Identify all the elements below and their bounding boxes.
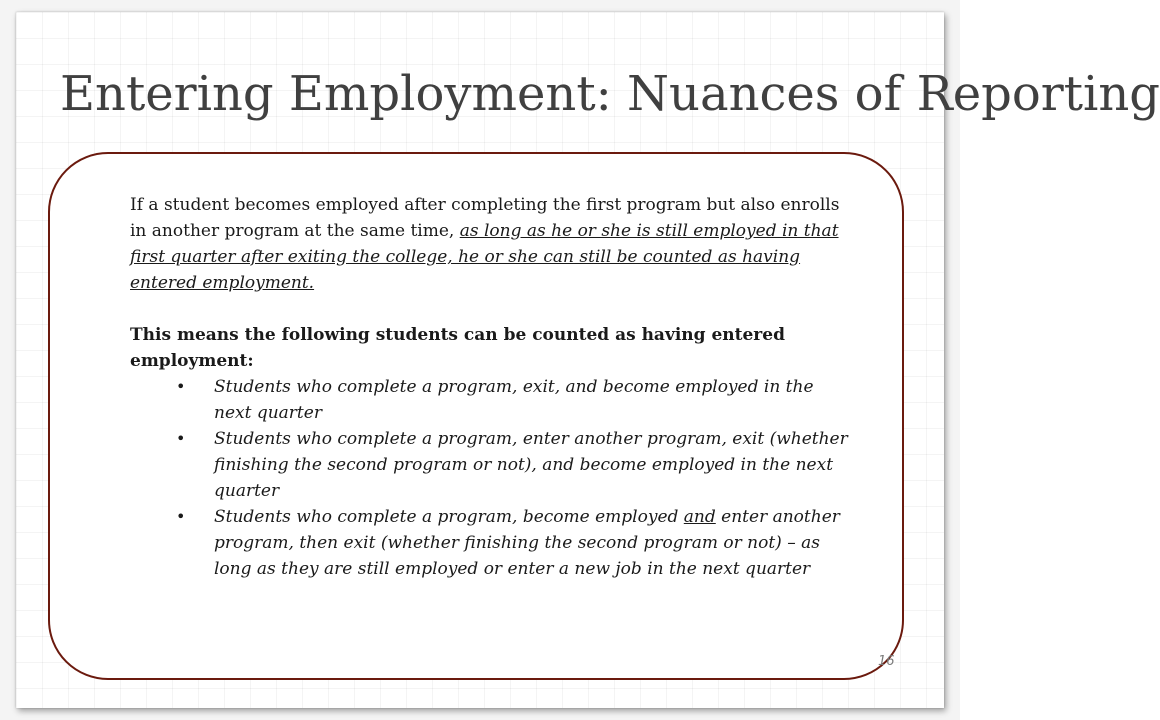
bullet-underlined-word: and (683, 507, 716, 527)
bullet-item (130, 426, 856, 504)
bullet-icon: • (176, 507, 186, 526)
bullet-item (130, 374, 856, 426)
bullet-text-before: Students who complete a program, become employed (214, 507, 684, 527)
bullet-item (130, 504, 856, 582)
bullet-text: Students who complete a program, enter another program, exit (whether finishing the second program or not), and become employed in the next quarter (214, 429, 848, 501)
bullet-text: Students who complete a program, exit, and become employed in the next quarter (214, 377, 814, 423)
intro-underlined-text: as long as he or she is still employed in that first quarter after exiting the college, he or she can still be counted as having entered employment. (130, 221, 839, 293)
page-number: 16 (878, 654, 895, 669)
intro-paragraph (130, 192, 856, 296)
bullet-list (130, 374, 856, 582)
paragraph-spacer (130, 296, 856, 322)
content-box (48, 152, 904, 680)
intro-plain-text: If a student becomes employed after completing the first program but also enrolls in another program at the same time, (130, 195, 840, 241)
lead-in-text: This means the following students can be counted as having entered employment: (130, 325, 785, 371)
bullet-text-after: enter another program, then exit (whether finishing the second program or not) – as long as they are still employed or enter a new job in the next quarter (214, 507, 840, 579)
slide-title: Entering Employment: Nuances of Reporting (60, 66, 1160, 122)
bullet-icon: • (176, 429, 186, 448)
bullet-icon: • (176, 377, 186, 396)
